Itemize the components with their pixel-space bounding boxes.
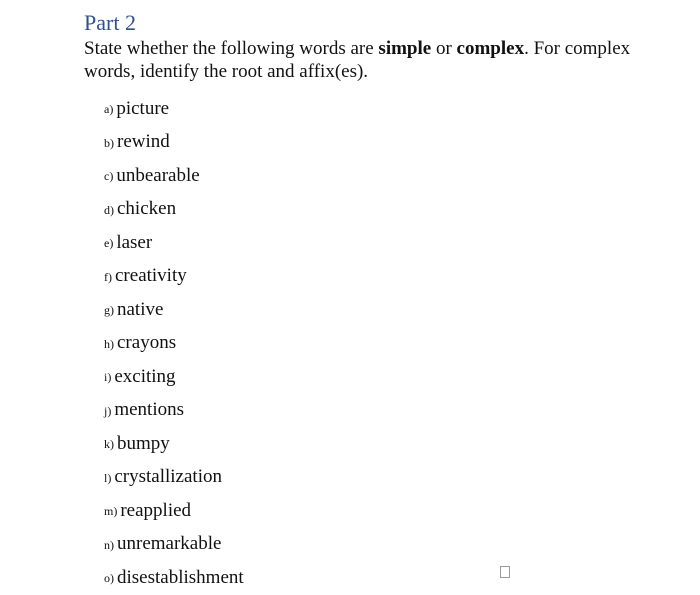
list-item <box>104 126 244 160</box>
list-item <box>104 226 244 260</box>
list-item <box>104 193 244 227</box>
item-word: laser <box>116 231 153 253</box>
item-word: unbearable <box>116 164 200 186</box>
list-item <box>104 528 244 562</box>
item-letter: i) <box>104 370 112 385</box>
item-letter: j) <box>104 403 112 418</box>
list-item <box>104 159 244 193</box>
item-word: chicken <box>117 198 177 220</box>
list-item <box>104 327 244 361</box>
item-letter: b) <box>104 135 114 150</box>
list-item <box>104 260 244 294</box>
item-word: mentions <box>114 399 185 421</box>
instructions-text-2: or <box>431 38 457 59</box>
instructions-complex-bold: complex <box>456 38 525 59</box>
item-letter: c) <box>104 169 114 184</box>
instructions-text-3: . For complex words, identify the root and affix(es). <box>84 38 631 82</box>
list-item <box>104 360 244 394</box>
item-letter: h) <box>104 336 114 351</box>
list-item <box>104 394 244 428</box>
instructions-simple-bold: simple <box>378 38 432 59</box>
item-letter: a) <box>104 102 114 117</box>
part-heading: Part 2 <box>84 10 136 35</box>
instructions-paragraph <box>84 37 644 83</box>
list-item <box>104 494 244 528</box>
item-word: bumpy <box>117 432 170 454</box>
item-letter: l) <box>104 470 112 485</box>
item-word: rewind <box>117 131 170 153</box>
list-item <box>104 92 244 126</box>
list-item <box>104 427 244 461</box>
word-list <box>104 92 244 595</box>
checkbox-icon[interactable] <box>500 566 510 578</box>
instructions-text-1: State whether the following words are <box>84 38 379 59</box>
item-letter: k) <box>104 437 114 452</box>
item-word: picture <box>116 97 170 119</box>
item-word: crystallization <box>114 466 222 488</box>
item-word: disestablishment <box>117 566 244 588</box>
item-letter: n) <box>104 537 114 552</box>
item-word: creativity <box>115 265 187 287</box>
list-item <box>104 461 244 495</box>
item-letter: g) <box>104 303 114 318</box>
item-word: unremarkable <box>117 533 222 555</box>
item-letter: m) <box>104 504 118 519</box>
item-letter: f) <box>104 269 112 284</box>
item-letter: o) <box>104 571 114 586</box>
item-letter: e) <box>104 236 114 251</box>
list-item <box>104 293 244 327</box>
item-letter: d) <box>104 202 114 217</box>
item-word: crayons <box>117 332 177 354</box>
item-word: exciting <box>114 365 176 387</box>
list-item <box>104 561 244 595</box>
item-word: reapplied <box>120 499 192 521</box>
item-word: native <box>117 298 164 320</box>
